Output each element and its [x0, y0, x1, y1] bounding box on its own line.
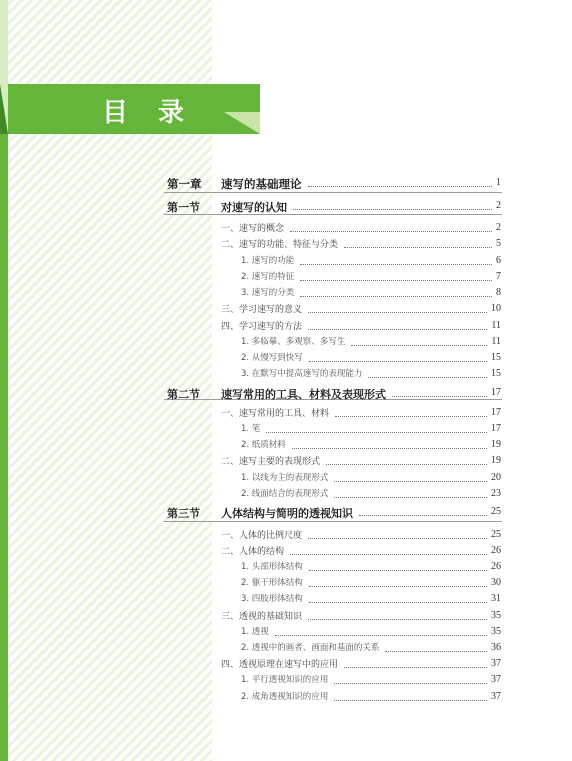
toc-entry-page-number: 1: [496, 177, 501, 188]
dotted-leader: [300, 270, 492, 281]
toc-entry-l1[interactable]: [0, 319, 572, 335]
toc-entry-title: 四、透视原理在速写中的应用: [221, 660, 339, 670]
dotted-leader: [334, 673, 487, 684]
toc-entry-title: 二、人体的结构: [221, 547, 285, 557]
toc-entry-title: 一、速写的概念: [221, 224, 285, 234]
toc-entry-l1[interactable]: [0, 406, 572, 422]
toc-entry-l2[interactable]: [0, 335, 572, 351]
toc-entry-l1[interactable]: [0, 609, 572, 625]
dotted-leader: [266, 422, 487, 433]
toc-entry-title: 1. 平行透视知识的应用: [241, 675, 329, 685]
toc-entry-title: 速写的基础理论: [221, 177, 302, 191]
section-number-label: 第二节: [167, 388, 200, 401]
toc-entry-page-number: 35: [491, 610, 501, 621]
toc-entry-page-number: 23: [491, 488, 501, 499]
dotted-leader: [275, 625, 487, 636]
section-separator-line: [164, 192, 502, 193]
dotted-leader: [308, 319, 487, 330]
toc-entry-page-number: 19: [491, 439, 501, 450]
toc-entry-page-number: 17: [491, 407, 501, 418]
toc-entry-page-number: 20: [491, 472, 501, 483]
toc-entry-page-number: 2: [496, 200, 501, 211]
toc-entry-l2[interactable]: [0, 673, 572, 689]
toc-entry-section[interactable]: [0, 386, 572, 402]
dotted-leader: [309, 560, 487, 571]
toc-entry-page-number: 5: [496, 238, 501, 249]
dotted-leader: [308, 528, 487, 539]
toc-entry-page-number: 15: [491, 352, 501, 363]
toc-entry-section[interactable]: [0, 199, 572, 215]
dotted-leader: [344, 657, 487, 668]
chapter-number-label: 第一章: [167, 177, 202, 191]
toc-entry-title: 速写常用的工具、材料及表现形式: [221, 388, 386, 401]
section-number-label: 第一节: [167, 201, 200, 214]
toc-entry-title: 1. 多临摹、多观察、多写生: [241, 337, 346, 347]
toc-entry-title: 三、透视的基础知识: [221, 612, 303, 622]
toc-entry-title: 四、学习速写的方法: [221, 322, 303, 332]
dotted-leader: [335, 406, 487, 417]
toc-entry-page-number: 26: [491, 545, 501, 556]
toc-entry-page-number: 30: [491, 577, 501, 588]
toc-entry-title: 二、速写的功能、特征与分类: [221, 240, 339, 250]
toc-entry-l2[interactable]: [0, 576, 572, 592]
toc-entry-title: 对速写的认知: [221, 201, 287, 214]
toc-entry-title: 2. 躯干形体结构: [241, 578, 303, 588]
toc-entry-l2[interactable]: [0, 270, 572, 286]
toc-entry-l2[interactable]: [0, 471, 572, 487]
toc-entry-page-number: 17: [491, 387, 501, 398]
toc-entry-title: 2. 速写的特征: [241, 272, 295, 282]
section-number-label: 第三节: [167, 507, 200, 520]
toc-entry-title: 2. 纸质材料: [241, 440, 286, 450]
toc-entry-l2[interactable]: [0, 641, 572, 657]
toc-entry-title: 2. 透视中的画者、画面和基面的关系: [241, 643, 380, 653]
toc-entry-section[interactable]: [0, 505, 572, 521]
dotted-leader: [308, 176, 493, 187]
toc-entry-page-number: 37: [491, 674, 501, 685]
dotted-leader: [308, 302, 487, 313]
toc-entry-page-number: 7: [496, 271, 501, 282]
toc-entry-l2[interactable]: [0, 422, 572, 438]
toc-entry-page-number: 35: [491, 626, 501, 637]
toc-entry-page-number: 37: [491, 691, 501, 702]
toc-entry-page-number: 15: [491, 368, 501, 379]
toc-entry-chapter[interactable]: [0, 176, 572, 192]
dotted-leader: [326, 454, 487, 465]
dotted-leader: [290, 221, 492, 232]
toc-entry-title: 2. 线面结合的表现形式: [241, 489, 329, 499]
dotted-leader: [392, 386, 487, 397]
dotted-leader: [300, 254, 492, 265]
toc-entry-title: 一、速写常用的工具、材料: [221, 409, 330, 419]
toc-entry-l2[interactable]: [0, 560, 572, 576]
toc-entry-l2[interactable]: [0, 351, 572, 367]
toc-entry-l1[interactable]: [0, 302, 572, 318]
toc-entry-l1[interactable]: [0, 544, 572, 560]
dotted-leader: [351, 335, 487, 346]
toc-entry-page-number: 11: [491, 320, 501, 331]
toc-entry-l1[interactable]: [0, 221, 572, 237]
toc-entry-page-number: 19: [491, 455, 501, 466]
dotted-leader: [300, 286, 492, 297]
dotted-leader: [309, 576, 487, 587]
dotted-leader: [290, 544, 487, 555]
dotted-leader: [334, 690, 487, 701]
toc-entry-title: 2. 从慢写到快写: [241, 353, 303, 363]
toc-entry-title: 3. 四肢形体结构: [241, 594, 303, 604]
page-title: 目录: [102, 98, 215, 128]
dotted-leader: [309, 351, 487, 362]
toc-entry-title: 2. 成角透视知识的应用: [241, 692, 329, 702]
dotted-leader: [334, 487, 487, 498]
toc-entry-l2[interactable]: [0, 487, 572, 503]
toc-entry-title: 1. 速写的功能: [241, 256, 295, 266]
toc-entry-page-number: 6: [496, 255, 501, 266]
toc-entry-l2[interactable]: [0, 592, 572, 608]
toc-entry-page-number: 17: [491, 423, 501, 434]
toc-entry-l1[interactable]: [0, 454, 572, 470]
toc-entry-page-number: 31: [491, 593, 501, 604]
dotted-leader: [385, 641, 487, 652]
toc-entry-title: 3. 在默写中提高速写的表现能力: [241, 369, 363, 379]
toc-entry-l2[interactable]: [0, 254, 572, 270]
dotted-leader: [309, 592, 487, 603]
toc-entry-page-number: 37: [491, 658, 501, 669]
dotted-leader: [308, 609, 487, 620]
dotted-leader: [359, 505, 487, 516]
toc-entry-page-number: 2: [496, 222, 501, 233]
toc-entry-page-number: 25: [491, 529, 501, 540]
section-separator-line: [164, 521, 502, 522]
toc-entry-page-number: 26: [491, 561, 501, 572]
toc-entry-l2[interactable]: [0, 625, 572, 641]
toc-entry-page-number: 25: [491, 506, 501, 517]
dotted-leader: [334, 471, 487, 482]
toc-entry-l2[interactable]: [0, 286, 572, 302]
toc-entry-title: 1. 透视: [241, 627, 269, 637]
toc-entry-title: 1. 笔: [241, 424, 261, 434]
toc-entry-page-number: 8: [496, 287, 501, 298]
dotted-leader: [368, 367, 487, 378]
toc-entry-title: 三、学习速写的意义: [221, 305, 303, 315]
toc-entry-l1[interactable]: [0, 657, 572, 673]
toc-entry-title: 一、人体的比例尺度: [221, 531, 303, 541]
dotted-leader: [292, 438, 487, 449]
toc-entry-page-number: 10: [491, 303, 501, 314]
toc-entry-title: 人体结构与简明的透视知识: [221, 507, 353, 520]
toc-entry-l2[interactable]: [0, 438, 572, 454]
toc-entry-page-number: 36: [491, 642, 501, 653]
dotted-leader: [293, 199, 492, 210]
toc-entry-title: 二、速写主要的表现形式: [221, 457, 321, 467]
toc-entry-title: 1. 以线为主的表现形式: [241, 473, 329, 483]
toc-entry-page-number: 11: [491, 336, 501, 347]
toc-entry-l2[interactable]: [0, 367, 572, 383]
toc-entry-l1[interactable]: [0, 528, 572, 544]
toc-entry-l2[interactable]: [0, 690, 572, 706]
toc-entry-title: 1. 头部形体结构: [241, 562, 303, 572]
dotted-leader: [344, 237, 492, 248]
toc-entry-title: 3. 速写的分类: [241, 288, 295, 298]
toc-entry-l1[interactable]: [0, 237, 572, 253]
